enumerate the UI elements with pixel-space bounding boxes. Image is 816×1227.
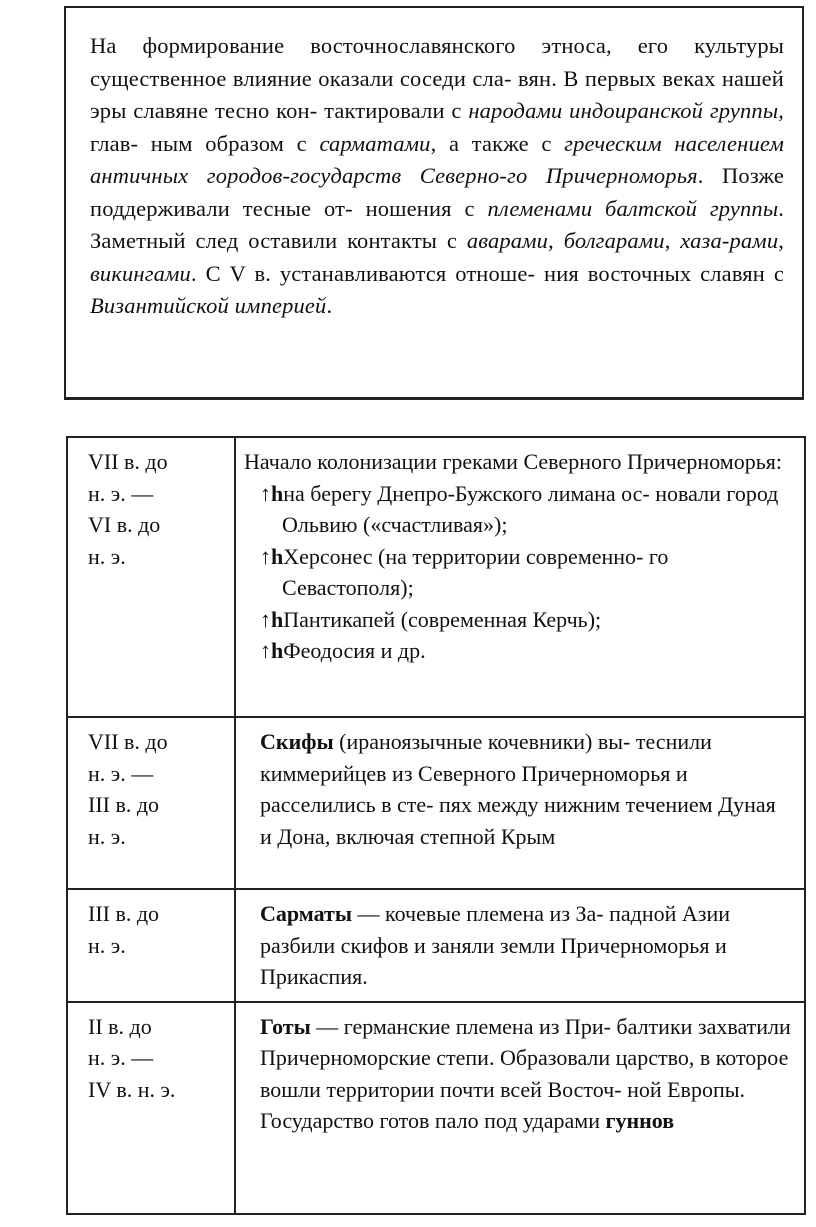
bullet-marker: ↑h (260, 543, 284, 569)
intro-emphasis: аварами (466, 228, 549, 253)
event-cell (235, 889, 805, 1002)
event-cell (235, 1002, 805, 1214)
table-row (67, 437, 805, 717)
intro-emphasis: народами индоиранской группы (468, 98, 779, 123)
intro-emphasis: племенами балтской группы (487, 195, 779, 221)
date-line: IV в. н. э. (88, 1076, 176, 1102)
intro-paragraph (90, 30, 784, 323)
bullet-marker: ↑h (260, 638, 284, 663)
intro-emphasis: болгарами (563, 228, 665, 253)
date-line: н. э. — (88, 480, 154, 506)
date-line: н. э. — (88, 760, 154, 786)
list-item-text: Херсонес (на территории современно- го Севастополя); (282, 543, 669, 600)
date-cell (67, 889, 235, 1002)
intro-text-segment: . Заметный след оставили контакты с (90, 195, 784, 253)
intro-text-segment: . Позже поддерживали тесные от- ношения с (90, 163, 784, 221)
table-row (67, 1002, 805, 1214)
event-cell (235, 717, 805, 889)
date-line: II в. до (88, 1013, 152, 1039)
event-cell (235, 437, 805, 717)
date-cell (67, 1002, 235, 1214)
table-row (67, 889, 805, 1002)
date-line: н. э. (88, 543, 126, 569)
event-description: (ираноязычные кочевники) вы- теснили киммерийцев из Северного Причерноморья и расселились в сте- пях между нижним течением Дуная и Дона, включая степной Крым (260, 729, 776, 849)
date-line: VII в. до (88, 449, 168, 474)
intro-emphasis: викингами (90, 260, 191, 286)
colony-list (244, 478, 792, 667)
date-line: III в. до (88, 792, 160, 817)
bullet-marker: ↑h (260, 606, 284, 632)
date-cell (67, 437, 235, 717)
event-heading: Начало колонизации греками Северного Причерноморья: (244, 449, 782, 474)
list-item-text: на берегу Днепро-Бужского лимана ос- новали город Ольвию («счастливая»); (282, 480, 779, 537)
list-item (244, 541, 792, 604)
people-name: Сарматы (260, 901, 353, 926)
list-item-text: Феодосия и др. (283, 638, 426, 663)
date-line: VII в. до (88, 729, 168, 754)
intro-box (64, 6, 804, 400)
intro-text-segment: , а также с (430, 130, 565, 156)
event-description: — германские племена из При- балтики захватили Причерноморские степи. Образовали царство, в которое вошли территории почти всей Восточ- ной Европы. Государство готов пало под ударами (260, 1013, 791, 1133)
date-cell (67, 717, 235, 889)
intro-emphasis: греческим населением античных городов-государств Северно-го Причерноморья (90, 130, 784, 188)
list-item (244, 478, 792, 541)
date-line: н. э. — (88, 1045, 154, 1070)
date-line: н. э. (88, 932, 126, 958)
table-row (67, 717, 805, 889)
intro-text-segment: На формирование восточнославянского этноса, его культуры существенное влияние оказали соседи сла- вян. В первых веках нашей эры славяне тесно кон- тактировали с (90, 33, 784, 123)
intro-text-segment: , глав- ным образом с (90, 98, 784, 156)
list-item (244, 604, 792, 636)
event-text (244, 898, 792, 993)
list-item-text: Пантикапей (современная Керчь); (283, 606, 602, 632)
date-line: н. э. (88, 823, 126, 849)
intro-emphasis: Византийской империей (90, 293, 327, 318)
list-item (244, 635, 792, 667)
date-line: VI в. до (88, 512, 161, 537)
intro-text-segment: . С V в. устанавливаются отноше- ния восточных славян с (190, 260, 784, 286)
people-name: Готы (260, 1013, 311, 1039)
event-description: — кочевые племена из За- падной Азии разбили скифов и заняли земли Причерноморья и Прикаспия. (260, 901, 731, 989)
chronology-table (66, 436, 806, 1215)
intro-emphasis: сарматами (319, 130, 431, 156)
people-name: Скифы (260, 729, 334, 754)
date-line: III в. до (88, 901, 160, 926)
intro-text-segment: , (778, 228, 784, 253)
people-name: гуннов (605, 1108, 675, 1133)
intro-text-segment: . (326, 293, 333, 318)
bullet-marker: ↑h (260, 480, 284, 506)
event-text (244, 1011, 792, 1137)
intro-emphasis: хаза-рами (680, 228, 779, 253)
event-text (244, 726, 792, 852)
intro-text-segment: , (664, 228, 681, 253)
intro-text-segment: , (548, 228, 564, 253)
